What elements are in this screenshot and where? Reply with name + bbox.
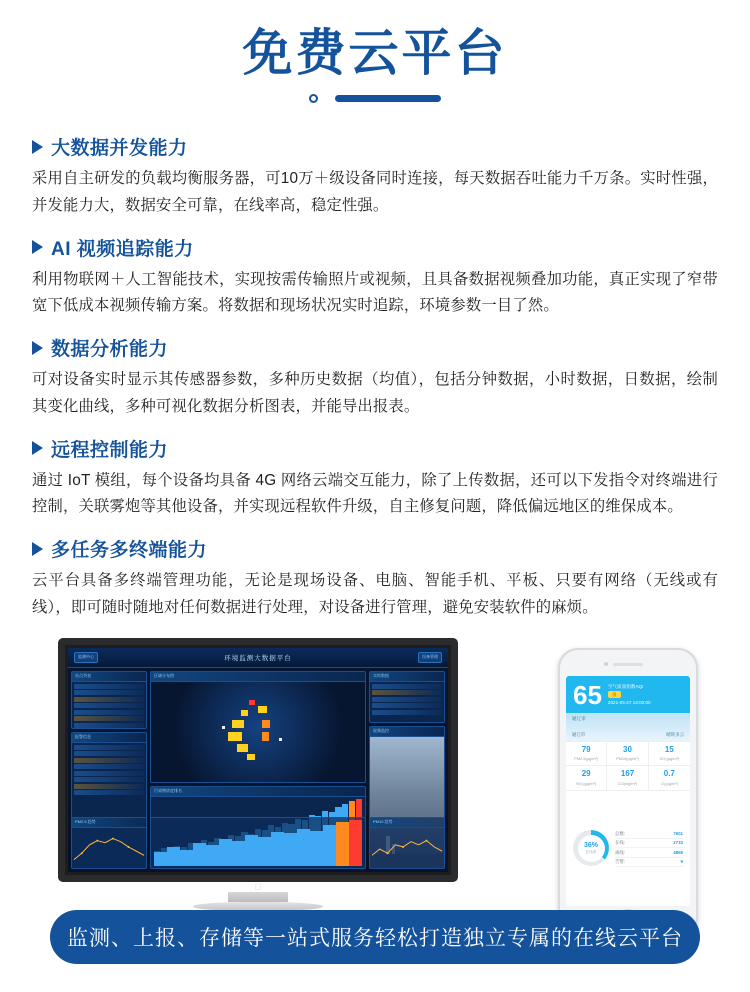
aqi-level-badge: 良 <box>608 691 621 698</box>
line-chart-pm25 <box>72 828 146 868</box>
stat-row <box>615 848 683 857</box>
triangle-bullet-icon <box>32 240 43 254</box>
feature-item <box>32 334 718 421</box>
metric-value: 30 <box>623 744 632 754</box>
triangle-bullet-icon <box>32 441 43 455</box>
feature-body: 利用物联网＋人工智能技术，实现按需传输照片或视频，且具备数据视频叠加功能，真正实现了窄带宽下低成本视频传输方案。将数据和现场状况实时追踪，环境参数一目了然。 <box>32 270 718 315</box>
feature-body: 通过 IoT 模组，每个设备均具备 4G 网络云端交互能力，除了上传数据，还可以下发指令对终端进行控制，关联雾炮等其他设备，并实现远程软件升级，自主修复问题，降低偏远地区的维保成本。 <box>32 471 718 516</box>
list-item[interactable] <box>74 771 144 776</box>
aqi-meta <box>608 683 651 707</box>
metric-cell[interactable] <box>607 742 648 767</box>
list-item[interactable] <box>372 684 442 689</box>
underline-bar <box>335 95 441 102</box>
list-item[interactable] <box>74 790 144 795</box>
panel-title: 污染物浓度排名 <box>151 787 365 797</box>
feature-heading-row <box>32 435 718 462</box>
footer-banner <box>50 910 700 964</box>
dashboard-chip-right[interactable]: 设备管理 <box>418 652 442 663</box>
panel-station-list <box>71 671 147 729</box>
stat-key: 离线: <box>615 849 626 855</box>
stat-key: 在线: <box>615 840 626 846</box>
weather-banner <box>566 713 690 741</box>
phone-camera-icon <box>604 662 608 666</box>
ring-center <box>578 835 605 862</box>
metric-value: 167 <box>620 769 635 779</box>
metric-value: 0.7 <box>663 769 675 779</box>
list-item[interactable] <box>372 690 442 695</box>
stat-value: 7601 <box>673 830 683 836</box>
metric-value: 15 <box>664 744 674 754</box>
metric-cell[interactable] <box>607 766 648 791</box>
stat-row <box>615 839 683 848</box>
title-underline <box>309 95 441 103</box>
feature-title: 大数据并发能力 <box>51 138 188 159</box>
triangle-bullet-icon <box>32 542 43 556</box>
list-item[interactable] <box>74 684 144 689</box>
feature-title: AI 视频追踪能力 <box>51 238 194 260</box>
aqi-summary <box>566 676 690 713</box>
list-item[interactable] <box>74 751 144 756</box>
weather-left-label: 通辽市 <box>572 731 586 737</box>
bar-chart-secondary <box>151 818 365 868</box>
line-chart-pm10 <box>370 828 444 868</box>
weather-label: 晴转多云 <box>666 731 684 737</box>
panel-title: 实时数据 <box>370 672 444 682</box>
list-item[interactable] <box>74 716 144 721</box>
triangle-bullet-icon <box>32 140 43 154</box>
pollutant-grid <box>566 741 690 792</box>
metric-value: 29 <box>581 769 591 779</box>
dashboard-screen <box>68 648 448 872</box>
panel-title: 区域分布图 <box>151 672 365 682</box>
panel-title: PM2.5 趋势 <box>72 818 146 828</box>
underline-dot-icon <box>309 94 318 103</box>
panel-title: 报警信息 <box>72 733 146 743</box>
metric-key: NO₂(μg/m³) <box>576 781 597 787</box>
online-rate-caption: 在线率 <box>585 849 597 854</box>
city-label: 通辽市 <box>572 715 586 721</box>
feature-title: 数据分析能力 <box>51 339 169 361</box>
metric-key: PM2.5(μg/m³) <box>574 756 599 762</box>
online-rate-percent: 36% <box>583 841 598 849</box>
panel-rows <box>72 743 146 798</box>
metric-value: 79 <box>581 744 591 754</box>
dashboard-title: 环境监测大数据平台 <box>224 654 292 662</box>
list-item[interactable] <box>74 703 144 708</box>
list-item[interactable] <box>74 777 144 782</box>
metric-key: PM10(μg/m³) <box>616 756 639 762</box>
online-rate-ring <box>573 830 609 866</box>
metric-cell[interactable] <box>649 766 690 791</box>
stat-value: 9 <box>680 859 683 865</box>
metric-key: SO₂(μg/m³) <box>659 756 680 762</box>
list-item[interactable] <box>74 758 144 763</box>
panel-area-map <box>150 671 366 783</box>
list-item[interactable] <box>372 697 442 702</box>
aqi-timestamp: 2021-05-27 14:00:00 <box>607 700 651 706</box>
feature-item <box>32 535 718 622</box>
feature-item <box>32 234 718 321</box>
list-item[interactable] <box>74 697 144 702</box>
feature-body: 可对设备实时显示其传感器参数，多种历史数据（均值），包括分钟数据，小时数据，日数据，绘制其变化曲线，多种可视化数据分析图表，并能导出报表。 <box>32 371 718 415</box>
panel-title: 站点列表 <box>72 672 146 682</box>
metric-key: O₃(μg/m³) <box>660 781 678 787</box>
metric-cell[interactable] <box>649 742 690 767</box>
stats-list <box>615 830 683 868</box>
stat-row <box>615 830 683 839</box>
dashboard-chip-left[interactable]: 监测中心 <box>74 652 98 663</box>
stat-value: 2733 <box>673 840 683 846</box>
feature-item <box>32 133 718 220</box>
apple-logo-icon <box>58 883 458 892</box>
device-stats-section <box>566 791 690 905</box>
list-item[interactable] <box>74 784 144 789</box>
metric-key: CO(mg/m³) <box>617 781 638 787</box>
phone-speaker <box>613 663 643 666</box>
panel-chart-pm25 <box>71 817 147 869</box>
feature-body: 采用自主研发的负载均衡服务器，可10万＋级设备同时连接，每天数据吞吐能力千万条。实时性强，并发能力大，数据安全可靠，在线率高，稳定性强。 <box>32 170 718 214</box>
footer-text: 监测、上报、存储等一站式服务轻松打造独立专属的在线云平台 <box>67 927 683 950</box>
map-canvas[interactable] <box>151 682 365 782</box>
feature-heading-row <box>32 234 718 261</box>
feature-title: 多任务多终端能力 <box>51 540 208 562</box>
panel-title: 视频监控 <box>370 727 444 737</box>
panel-title: PM10 趋势 <box>370 818 444 828</box>
list-item[interactable] <box>74 710 144 715</box>
metric-cell[interactable] <box>566 766 607 791</box>
feature-item <box>32 435 718 522</box>
stat-key: 总数: <box>615 830 626 836</box>
dashboard-bottom-charts <box>71 817 445 869</box>
dashboard-header <box>68 648 448 668</box>
phone-screen <box>566 676 690 906</box>
list-item[interactable] <box>74 690 144 695</box>
metric-cell[interactable] <box>566 742 607 767</box>
list-item[interactable] <box>74 745 144 750</box>
smartphone <box>558 648 698 938</box>
stat-value: 4868 <box>673 849 683 855</box>
feature-heading-row <box>32 334 718 361</box>
panel-rows <box>370 682 444 717</box>
stat-key: 告警: <box>615 859 626 865</box>
list-item[interactable] <box>74 764 144 769</box>
monitor-bezel <box>58 638 458 882</box>
list-item[interactable] <box>74 723 144 728</box>
list-item[interactable] <box>372 703 442 708</box>
page-title: 免费云平台 <box>242 25 508 81</box>
list-item[interactable] <box>372 710 442 715</box>
panel-chart-pm10 <box>369 817 445 869</box>
feature-heading-row <box>32 535 718 562</box>
panel-realtime-data <box>369 671 445 723</box>
title-block <box>0 0 750 103</box>
stat-row <box>615 858 683 867</box>
desktop-monitor <box>58 638 458 911</box>
panel-chart-center <box>150 817 366 869</box>
panel-rows <box>72 682 146 729</box>
feature-heading-row <box>32 133 718 160</box>
feature-list <box>32 133 718 622</box>
aqi-label: 空气质量指数AQI <box>607 683 644 689</box>
aqi-value: 65 <box>573 679 602 710</box>
monitor-stand <box>228 892 288 902</box>
feature-body: 云平台具备多终端管理功能，无论是现场设备、电脑、智能手机、平板、只要有网络（无线或有线），即可随时随地对任何数据进行处理，对设备进行管理，避免安装软件的麻烦。 <box>32 572 718 616</box>
feature-title: 远程控制能力 <box>51 439 169 461</box>
triangle-bullet-icon <box>32 341 43 355</box>
